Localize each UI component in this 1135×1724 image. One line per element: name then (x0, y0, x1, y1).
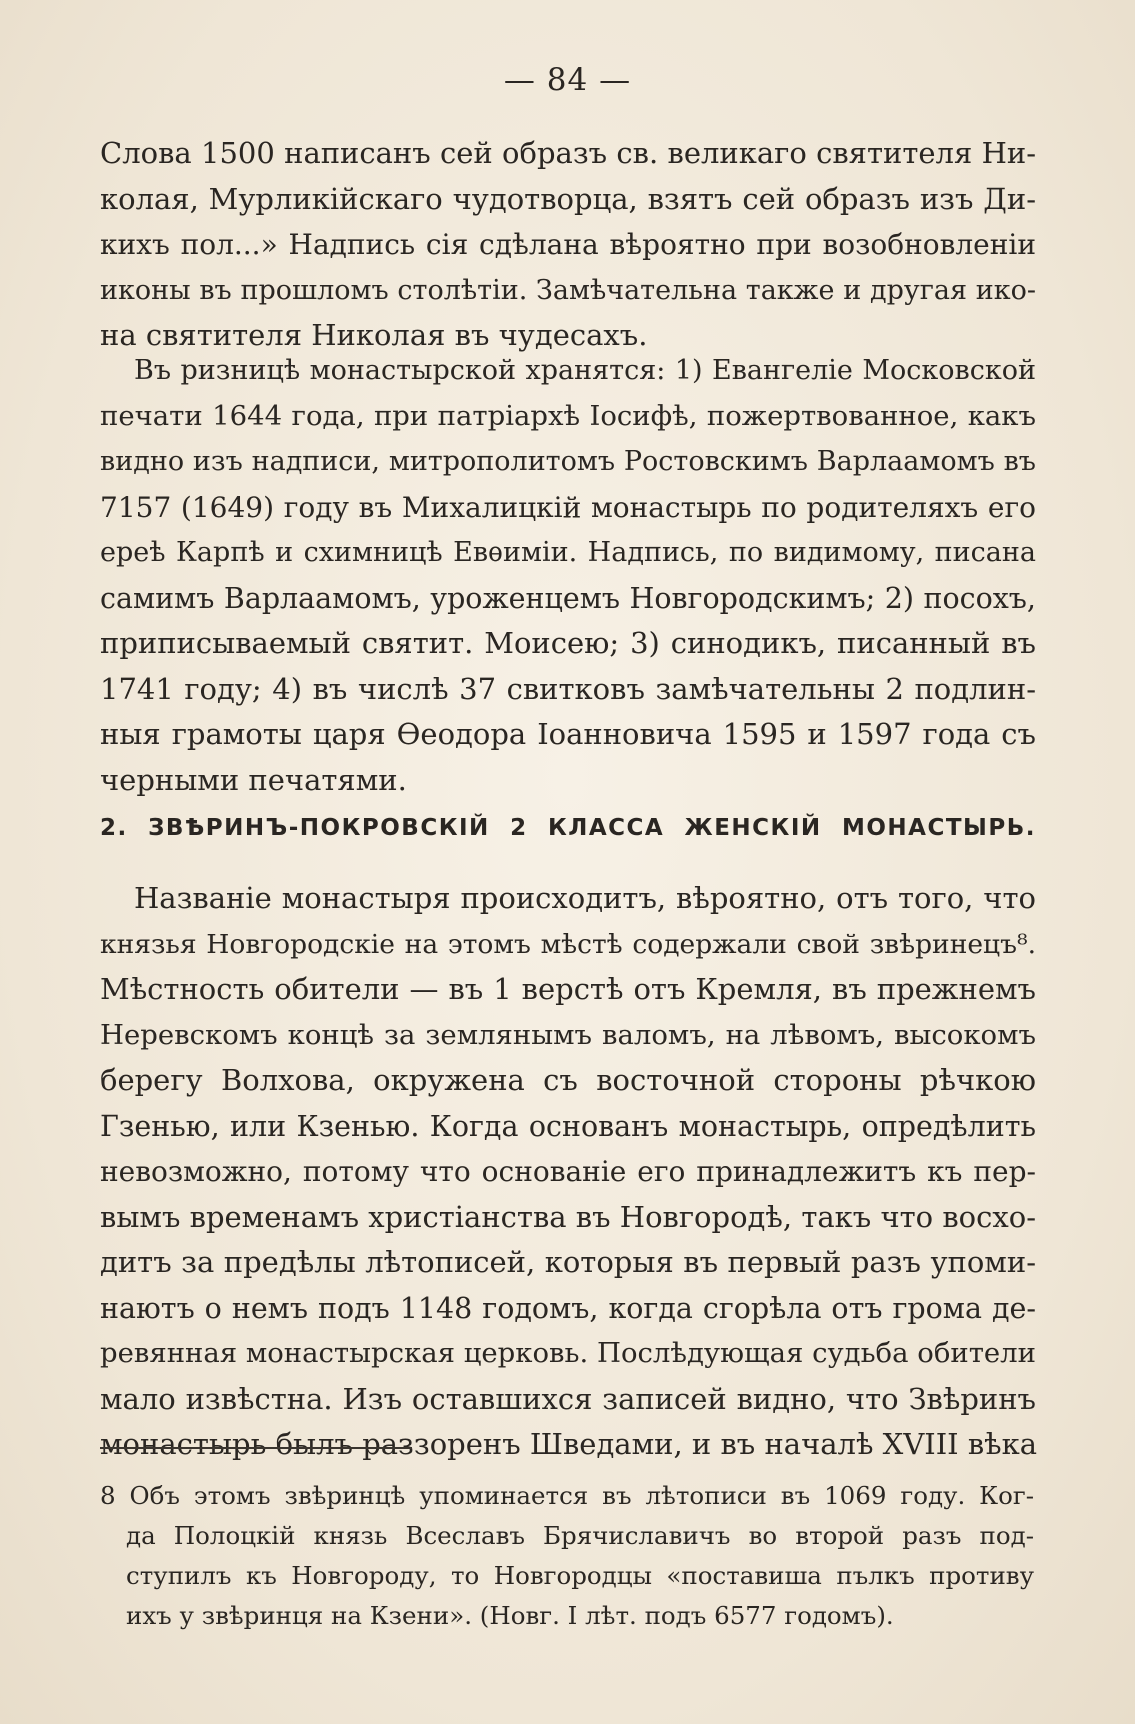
text-line: колая, Мурликiйскаго чудотворца, взятъ сей образъ изъ Ди- (100, 181, 1036, 216)
text-line: Мѣстность обители — въ 1 верстѣ отъ Кремля, въ прежнемъ (100, 972, 1036, 1006)
text-line: невозможно, потому что основанiе его принадлежитъ къ пер- (100, 1155, 1036, 1188)
text-line: иконы въ прошломъ столѣтiи. Замѣчательна также и другая ико- (100, 274, 1036, 306)
text-line: самимъ Варлаамомъ, уроженцемъ Новгородскимъ; 2) посохъ, (100, 581, 1036, 615)
footnote-divider (100, 1447, 412, 1449)
text-line: Неревскомъ концѣ за землянымъ валомъ, на лѣвомъ, высокомъ (100, 1018, 1036, 1051)
section-heading: 2. ЗВѢРИНЪ-ПОКРОВСКIЙ 2 КЛАССА ЖЕНСКIЙ МОНАСТЫРЬ. (100, 815, 1036, 841)
paragraph-sacristy (100, 348, 1036, 803)
text-line: берегу Волхова, окружена съ восточной стороны рѣчкою (100, 1063, 1036, 1097)
text-line: 1741 году; 4) въ числѣ 37 свитковъ замѣчательны 2 подлин- (100, 671, 1036, 706)
text-line: мало извѣстна. Изъ оставшихся записей видно, что Звѣринъ (100, 1381, 1036, 1416)
text-line: 7157 (1649) году въ Михалицкiй монастырь по родителяхъ его (100, 490, 1036, 524)
text-line: Гзенью, или Кзенью. Когда основанъ монастырь, опредѣлить (100, 1109, 1036, 1143)
text-line: монастырь былъ раззоренъ Шведами, и въ началѣ XVIII вѣка (100, 1427, 1038, 1461)
page-number: — 84 — (503, 62, 632, 98)
text-line: на святителя Николая въ чудесахъ. (100, 318, 648, 352)
text-line: Названiе монастыря происходитъ, вѣроятно, отъ того, что (134, 881, 1036, 915)
text-line: печати 1644 года, при патрiархѣ Iосифѣ, пожертвованное, какъ (100, 399, 1036, 432)
paragraph-icon-description (100, 131, 1036, 359)
text-line: Слова 1500 написанъ сей образъ св. великаго святителя Ни- (100, 136, 1036, 170)
text-line: наютъ о немъ подъ 1148 годомъ, когда сгорѣла отъ грома де- (100, 1291, 1036, 1325)
text-line: Въ ризницѣ монастырской хранятся: 1) Евангелiе Московской (134, 355, 1036, 386)
text-line: приписываемый святит. Моисею; 3) синодикъ, писанный въ (100, 626, 1036, 660)
footnote (100, 1476, 1034, 1636)
paragraph-monastery-history (100, 876, 1036, 1468)
text-line: вымъ временамъ христiанства въ Новгородѣ, такъ что восхо- (100, 1199, 1036, 1234)
text-line: дитъ за предѣлы лѣтописей, которыя въ первый разъ упоми- (100, 1245, 1036, 1279)
footnote-line: да Полоцкiй князь Всеславъ Брячиславичъ во второй разъ под- (126, 1521, 1034, 1550)
text-line: кихъ пол...» Надпись сiя сдѣлана вѣроятно при возобновленiи (100, 228, 1036, 261)
text-line: видно изъ надписи, митрополитомъ Ростовскимъ Варлаамомъ въ (100, 446, 1036, 477)
footnote-line: ихъ у звѣринця на Кзени». (Новг. I лѣт. подъ 6577 годомъ). (126, 1601, 894, 1630)
footnote-line: ступилъ къ Новгороду, то Новгородцы «поставиша пълкъ противу (126, 1561, 1034, 1590)
text-line: князья Новгородскiе на этомъ мѣстѣ содержали свой звѣринецъ⁸. (100, 928, 1036, 960)
text-line: ныя грамоты царя Ѳеодора Iоанновича 1595 и 1597 года съ (100, 717, 1036, 751)
text-line: ревянная монастырская церковь. Послѣдующая судьба обители (100, 1337, 1036, 1369)
text-line: ереѣ Карпѣ и схимницѣ Евѳимiи. Надпись, по видимому, писана (100, 537, 1036, 568)
footnote-line: 8 Объ этомъ звѣринцѣ упоминается въ лѣтописи въ 1069 году. Ког- (100, 1481, 1034, 1510)
text-line: черными печатями. (100, 762, 407, 797)
